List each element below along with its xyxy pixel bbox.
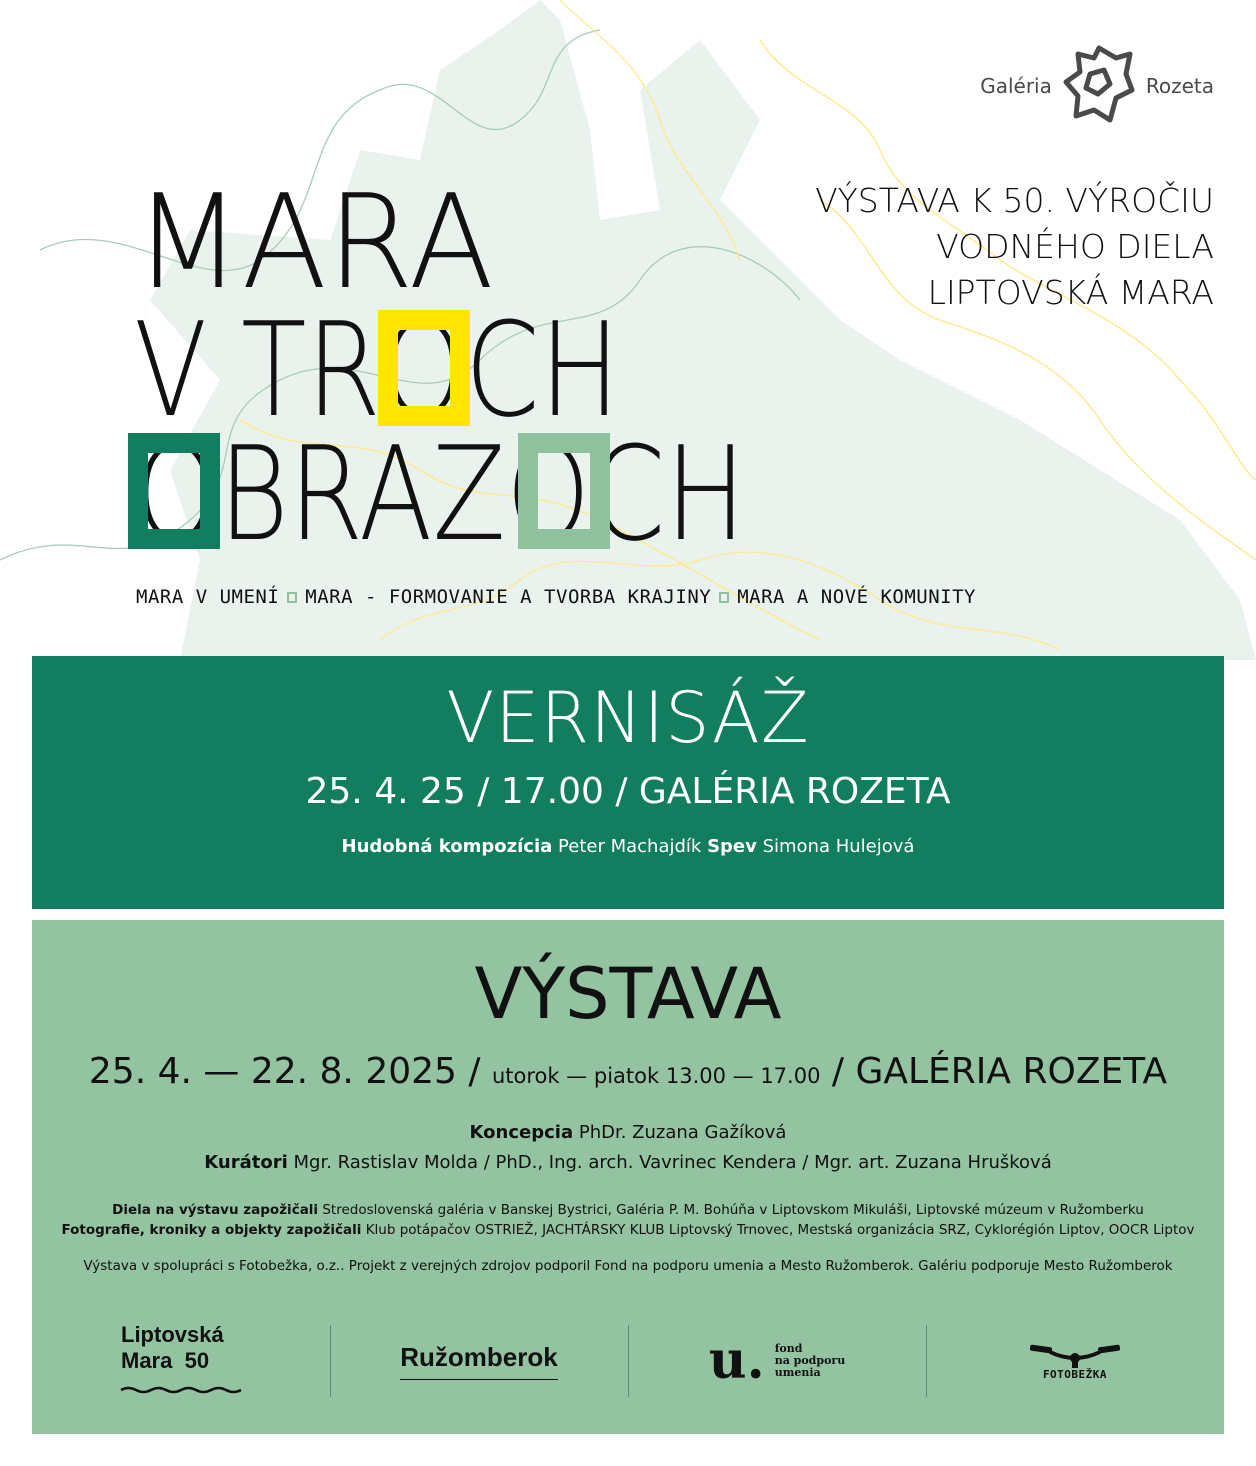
subtitle-line-3: LIPTOVSKÁ MARA xyxy=(927,273,1214,312)
bicycle-handlebar-icon xyxy=(1028,1342,1122,1368)
credit-value: Peter Machajdík xyxy=(558,836,702,857)
photos-value: Klub potápačov OSTRIEŽ, JACHTÁRSKY KLUB Liptovský Trnovec, Mestská organizácia SRZ, Cyklorégión Liptov, OOCR Liptov xyxy=(365,1222,1195,1238)
koncepcia-value: PhDr. Zuzana Gažíková xyxy=(578,1122,787,1143)
exhibition-title xyxy=(132,166,772,570)
vernisaz-date: 25. 4. 25 / 17.00 / GALÉRIA ROZETA xyxy=(305,771,951,812)
kuratori-label: Kurátori xyxy=(204,1152,288,1173)
kuratori-line xyxy=(32,1148,1224,1178)
partner-fotobezka xyxy=(926,1325,1224,1397)
partner-ruzomberok xyxy=(330,1325,628,1397)
koncepcia-label: Koncepcia xyxy=(469,1122,574,1143)
fond-text-line: na podporu xyxy=(774,1354,846,1367)
gallery-logo xyxy=(980,44,1214,128)
wave-icon xyxy=(121,1386,241,1394)
mara-logo-line-2: Mara 50 xyxy=(121,1348,210,1373)
title-line-1: MARA xyxy=(134,166,494,318)
theme-2: MARA - FORMOVANIE A TVORBA KRAJINY xyxy=(305,586,712,608)
liptovska-mara-logo xyxy=(121,1322,241,1400)
ruzomberok-logo: Ružomberok xyxy=(400,1342,557,1380)
credit-value: Simona Hulejová xyxy=(762,836,915,857)
rozeta-logo-icon xyxy=(1064,44,1134,128)
themes-line xyxy=(136,586,976,608)
title-line-2: V TROCH xyxy=(134,294,620,446)
credit-label: Hudobná kompozícia xyxy=(341,836,553,857)
lenders-line-2 xyxy=(32,1220,1224,1240)
vystava-dates xyxy=(32,1050,1224,1098)
fond-text-line: umenia xyxy=(774,1366,821,1379)
partner-logos xyxy=(32,1322,1224,1397)
mara-logo-line-1: Liptovská xyxy=(121,1322,224,1347)
square-separator-icon xyxy=(287,592,297,603)
title-line-3: OBRAZOCH xyxy=(134,418,746,570)
credit-label: Spev xyxy=(707,836,757,857)
lenders xyxy=(32,1200,1224,1240)
vystava-heading: VÝSTAVA xyxy=(474,953,782,1035)
vernisaz-section xyxy=(32,656,1224,909)
fond-logo xyxy=(708,1330,846,1391)
fond-text-line: fond xyxy=(774,1342,803,1355)
photos-label: Fotografie, kroniky a objekty zapožičali xyxy=(61,1222,362,1238)
fotobezka-logo xyxy=(1028,1342,1122,1381)
vystava-credits xyxy=(32,1118,1224,1178)
fotobezka-text: FOTOBEŽKA xyxy=(1042,1367,1108,1381)
fond-text xyxy=(775,1343,846,1379)
vystava-date-range: 25. 4. — 22. 8. 2025 / xyxy=(88,1051,481,1092)
vernisaz-credits xyxy=(32,836,1224,857)
lent-label: Diela na výstavu zapožičali xyxy=(112,1202,319,1218)
lent-value: Stredoslovenská galéria v Banskej Bystrici, Galéria P. M. Bohúňa v Liptovskom Mikuláši, Liptovské múzeum v Ružomberku xyxy=(322,1202,1144,1218)
cooperation-note: Výstava v spolupráci s Fotobežka, o.z.. Projekt z verejných zdrojov podporil Fond na podporu umenia a Mesto Ružomberok. Galériu podporuje Mesto Ružomberok xyxy=(83,1258,1173,1274)
lenders-line-1 xyxy=(32,1200,1224,1220)
vystava-section xyxy=(32,920,1224,1434)
theme-3: MARA A NOVÉ KOMUNITY xyxy=(737,586,976,608)
square-separator-icon xyxy=(719,592,729,603)
partner-fond xyxy=(628,1325,926,1397)
vystava-hours: utorok — piatok 13.00 — 17.00 xyxy=(491,1064,821,1088)
vernisaz-heading: VERNISÁŽ xyxy=(446,677,810,759)
logo-text-right: Rozeta xyxy=(1145,74,1214,98)
fond-letter: u. xyxy=(708,1330,765,1391)
subtitle-line-1: VÝSTAVA K 50. VÝROČIU xyxy=(815,181,1214,220)
theme-1: MARA V UMENÍ xyxy=(136,586,280,608)
kuratori-value: Mgr. Rastislav Molda / PhD., Ing. arch. Vavrinec Kendera / Mgr. art. Zuzana Hrušková xyxy=(293,1152,1052,1173)
vystava-place: / GALÉRIA ROZETA xyxy=(831,1051,1168,1092)
koncepcia-line xyxy=(32,1118,1224,1148)
exhibition-subtitle xyxy=(815,178,1214,316)
partner-liptovska-mara xyxy=(32,1322,330,1397)
subtitle-line-2: VODNÉHO DIELA xyxy=(936,227,1214,266)
logo-text-left: Galéria xyxy=(980,74,1052,98)
